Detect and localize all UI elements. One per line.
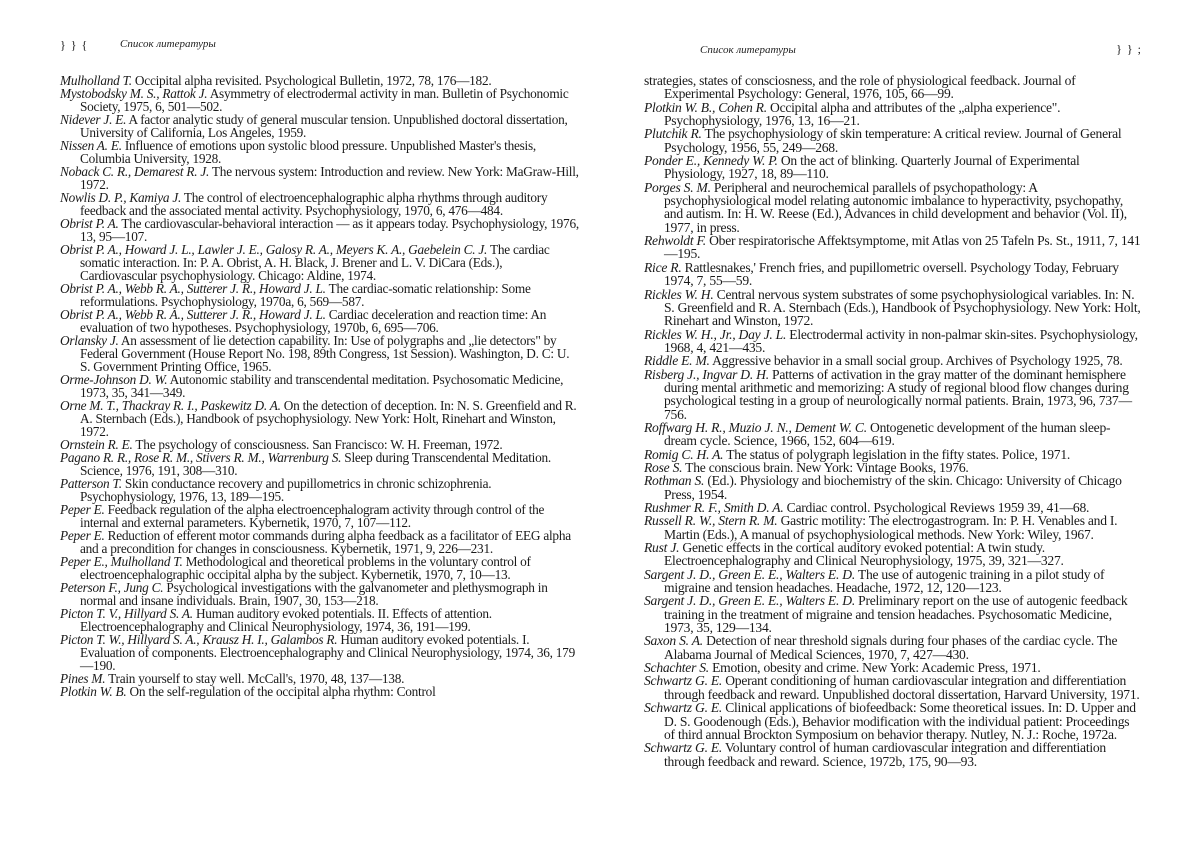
reference-entry xyxy=(644,101,1142,128)
reference-authors: Orne M. T., Thackray R. I., Paskewitz D. A. xyxy=(60,398,281,413)
reference-text: Occipital alpha revisited. Psychological Bulletin, 1972, 78, 176—182. xyxy=(132,73,492,88)
reference-authors: Peper E., Mulholland T. xyxy=(60,554,183,569)
reference-entry xyxy=(60,581,582,607)
reference-text: The nervous system: Introduction and review. New York: MaGraw-Hill, 1972. xyxy=(80,164,579,192)
reference-text: Gastric motility: The electrogastrogram. In: P. H. Venables and I. Martin (Eds.), A manual of psychophysiological methods. New York: Wiley, 1967. xyxy=(664,513,1117,541)
book-spread xyxy=(0,0,1200,849)
reference-authors: Risberg J., Ingvar D. H. xyxy=(644,367,769,382)
reference-entry xyxy=(644,514,1142,541)
reference-entry xyxy=(644,288,1142,328)
reference-entry xyxy=(60,282,582,308)
reference-entry xyxy=(644,421,1142,448)
reference-entry xyxy=(60,87,582,113)
reference-text: Feedback regulation of the alpha electroencephalogram activity through control of the internal and external parameters. Kybernetik, 1970, 7, 107—112. xyxy=(80,502,544,530)
reference-text: The use of autogenic training in a pilot study of migraine and tension headaches. Headache, 1972, 12, 120—123. xyxy=(664,567,1104,595)
reference-entry xyxy=(60,555,582,581)
right-reference-list xyxy=(644,74,1142,768)
reference-text: The control of electroencephalographic alpha rhythms through auditory feedback and the associated mental activity. Psychophysiology, 1970, 6, 476—484. xyxy=(80,190,547,218)
reference-entry xyxy=(60,373,582,399)
reference-entry xyxy=(60,334,582,373)
reference-entry xyxy=(644,501,1142,514)
reference-authors: Peper E. xyxy=(60,528,105,543)
reference-entry xyxy=(644,181,1142,234)
reference-text: Influence of emotions upon systolic blood pressure. Unpublished Master's thesis, Columbia University, 1928. xyxy=(80,138,536,166)
reference-text: An assessment of lie detection capability. In: Use of polygraphs and „lie detectors" by Federal Government (House Report No. 198, 89th Congress, 1st Session). Washington, D. C: U. S. Government Printing Office, 1965. xyxy=(80,333,569,374)
reference-authors: Roffwarg H. R., Muzio J. N., Dement W. C. xyxy=(644,420,867,435)
reference-authors: Peterson F., Jung C. xyxy=(60,580,163,595)
reference-authors: Sargent J. D., Green E. E., Walters E. D. xyxy=(644,593,855,608)
reference-text: The cardiovascular-behavioral interaction — as it appears today. Psychophysiology, 1976, 13, 95—107. xyxy=(80,216,579,244)
reference-entry xyxy=(644,461,1142,474)
reference-authors: Schwartz G. E. xyxy=(644,740,722,755)
reference-authors: Romig C. H. A. xyxy=(644,447,723,462)
reference-entry xyxy=(644,74,1142,101)
reference-entry xyxy=(60,477,582,503)
reference-authors: Patterson T. xyxy=(60,476,122,491)
reference-entry xyxy=(60,451,582,477)
reference-text: Ober respiratorische Affektsymptome, mit Atlas von 25 Tafeln Ps. St., 1911, 7, 141—195. xyxy=(664,233,1140,261)
reference-authors: Rickles W. H. xyxy=(644,287,713,302)
reference-text: Genetic effects in the cortical auditory evoked potential: A twin study. Electroencephalography and Clinical Neurophysiology, 1975, 39, 321—327. xyxy=(664,540,1064,568)
reference-entry xyxy=(644,354,1142,367)
reference-authors: Rushmer R. F., Smith D. A. xyxy=(644,500,784,515)
right-page-number: } } ; xyxy=(1116,42,1142,57)
reference-authors: Picton T. V., Hillyard S. A. xyxy=(60,606,193,621)
reference-entry xyxy=(644,328,1142,355)
reference-text: Reduction of efferent motor commands during alpha feedback as a facilitator of EEG alpha and a precondition for changes in consciousness. Kybernetik, 1971, 9, 226—231. xyxy=(80,528,571,556)
reference-entry xyxy=(60,633,582,672)
reference-text: Train yourself to stay well. McCall's, 1970, 48, 137—138. xyxy=(105,671,404,686)
reference-text: Central nervous system substrates of some psychophysiological variables. In: N. S. Greenfield and R. A. Sternbach (Eds.), Handbook of Psychophysiology. New York: Holt, Rinehart and Winston, 1972. xyxy=(664,287,1141,329)
reference-entry xyxy=(60,113,582,139)
reference-text: Rattlesnakes,' French fries, and pupillometric oversell. Psychology Today, February 1974, 7, 55—59. xyxy=(664,260,1119,288)
reference-text: Preliminary report on the use of autogenic feedback training in the treatment of migraine and tension headaches. Psychosomatic Medicine, 1973, 35, 129—134. xyxy=(664,593,1127,635)
reference-text: Human auditory evoked potentials. II. Effects of attention. Electroencephalography and Clinical Neurophysiology, 1974, 36, 191—199. xyxy=(80,606,492,634)
reference-authors: Schwartz G. E. xyxy=(644,700,722,715)
reference-entry xyxy=(644,568,1142,595)
left-running-header xyxy=(60,38,582,74)
right-running-head-title: Список литературы xyxy=(700,44,796,56)
reference-authors: Porges S. M. xyxy=(644,180,711,195)
reference-authors: Obrist P. A., Webb R. A., Sutterer J. R., Howard J. L. xyxy=(60,281,326,296)
reference-text: Autonomic stability and transcendental meditation. Psychosomatic Medicine, 1973, 35, 341—349. xyxy=(80,372,563,400)
reference-entry xyxy=(60,685,582,698)
reference-authors: Pagano R. R., Rose R. M., Stivers R. M., Warrenburg S. xyxy=(60,450,341,465)
reference-text: On the act of blinking. Quarterly Journal of Experimental Physiology, 1927, 18, 89—110. xyxy=(664,153,1080,181)
reference-entry xyxy=(644,634,1142,661)
reference-text: Human auditory evoked potentials. I. Evaluation of components. Electroencephalography and Clinical Neurophysiology, 1974, 36, 179—190. xyxy=(80,632,575,673)
reference-text: A factor analytic study of general muscular tension. Unpublished doctoral dissertation, University of California, Los Angeles, 1959. xyxy=(80,112,568,140)
reference-authors: Saxon S. A. xyxy=(644,633,703,648)
reference-text: Operant conditioning of human cardiovascular integration and differentiation through feedback and reward. Unpublished doctoral dissertation, Harvard University, 1971. xyxy=(664,673,1140,701)
left-reference-list xyxy=(60,74,582,698)
reference-text: Asymmetry of electrodermal activity in man. Bulletin of Psychonomic Society, 1975, 6, 501—502. xyxy=(80,86,569,114)
left-page xyxy=(0,0,600,849)
reference-authors: Rothman S. xyxy=(644,473,704,488)
reference-text: (Ed.). Physiology and biochemistry of the skin. Chicago: University of Chicago Press, 1954. xyxy=(664,473,1122,501)
reference-text: Aggressive behavior in a small social group. Archives of Psychology 1925, 78. xyxy=(710,353,1123,368)
reference-text: Cardiac control. Psychological Reviews 1959 39, 41—68. xyxy=(784,500,1090,515)
reference-authors: Plotkin W. B. xyxy=(60,684,126,699)
reference-authors: Ornstein R. E. xyxy=(60,437,133,452)
reference-text: On the self-regulation of the occipital alpha rhythm: Control xyxy=(126,684,435,699)
reference-text: Peripheral and neurochemical parallels of psychopathology: A psychophysiological model relating autonomic imbalance to hyperactivity, psychopathy, and autism. In: H. W. Reese (Ed.), Advances in child development and behavior (Vol. II), 1977, in press. xyxy=(664,180,1127,235)
reference-entry xyxy=(644,674,1142,701)
reference-authors: Noback C. R., Demarest R. J. xyxy=(60,164,209,179)
reference-authors: Orlansky J. xyxy=(60,333,119,348)
reference-authors: Nissen A. E. xyxy=(60,138,122,153)
reference-text: Cardiac deceleration and reaction time: An evaluation of two hypotheses. Psychophysiology, 1970b, 6, 695—706. xyxy=(80,307,546,335)
reference-text: Clinical applications of biofeedback: Some theoretical issues. In: D. Upper and D. S. Goodenough (Eds.), Behavior modification with the individual patient: Proceedings of third annual Brockton Symposium on behavior therapy. Nutley, N. J.: Roche, 1972a. xyxy=(664,700,1136,742)
reference-authors: Peper E. xyxy=(60,502,105,517)
reference-text: The status of polygraph legislation in the fifty states. Police, 1971. xyxy=(723,447,1070,462)
reference-authors: Picton T. W., Hillyard S. A., Krausz H. I., Galambos R. xyxy=(60,632,337,647)
reference-entry xyxy=(644,661,1142,674)
reference-entry xyxy=(644,474,1142,501)
reference-text: On the detection of deception. In: N. S. Greenfield and R. A. Sternbach (Eds.), Handbook of psychophysiology. New York: Holt, Rinehart and Winston, 1972. xyxy=(80,398,576,439)
reference-entry xyxy=(60,529,582,555)
reference-text: Sleep during Transcendental Meditation. Science, 1976, 191, 308—310. xyxy=(80,450,551,478)
reference-authors: Riddle E. M. xyxy=(644,353,710,368)
reference-authors: Russell R. W., Stern R. M. xyxy=(644,513,777,528)
reference-entry xyxy=(644,594,1142,634)
reference-text: Patterns of activation in the gray matter of the dominant hemisphere during mental arithmetic and memorizing: A study of regional blood flow changes during psychological testing in a group of neurologically normal patients. Brain, 1973, 96, 737—756. xyxy=(664,367,1132,422)
reference-text: Ontogenetic development of the human sleep-dream cycle. Science, 1966, 152, 604—619. xyxy=(664,420,1110,448)
reference-authors: Orme-Johnson D. W. xyxy=(60,372,167,387)
reference-authors: Rehwoldt F. xyxy=(644,233,706,248)
reference-entry xyxy=(644,541,1142,568)
reference-authors: Nowlis D. P., Kamiya J. xyxy=(60,190,181,205)
reference-text: Electrodermal activity in non-palmar skin-sites. Psychophysiology, 1968, 4, 421—435. xyxy=(664,327,1138,355)
reference-authors: Schwartz G. E. xyxy=(644,673,722,688)
reference-entry xyxy=(60,243,582,282)
reference-entry xyxy=(644,127,1142,154)
reference-text: Emotion, obesity and crime. New York: Academic Press, 1971. xyxy=(709,660,1041,675)
reference-authors: Rose S. xyxy=(644,460,682,475)
reference-authors: Mystobodsky M. S., Rattok J. xyxy=(60,86,207,101)
reference-text: Psychological investigations with the galvanometer and plethysmograph in normal and insane individuals. Brain, 1907, 30, 153—218. xyxy=(80,580,548,608)
reference-authors: Obrist P. A., Webb R. A., Sutterer J. R., Howard J. L. xyxy=(60,307,326,322)
reference-text: Detection of near threshold signals during four phases of the cardiac cycle. The Alabama Journal of Medical Sciences, 1970, 7, 427—430. xyxy=(664,633,1117,661)
reference-entry xyxy=(644,261,1142,288)
reference-text: The conscious brain. New York: Vintage Books, 1976. xyxy=(682,460,968,475)
reference-entry xyxy=(644,448,1142,461)
reference-entry xyxy=(644,701,1142,741)
reference-authors: Obrist P. A. xyxy=(60,216,119,231)
reference-authors: Nidever J. E. xyxy=(60,112,126,127)
reference-authors: Mulholland T. xyxy=(60,73,132,88)
reference-text: Methodological and theoretical problems in the voluntary control of electroencephalographic occipital alpha by the subject. Kybernetik, 1970, 7, 10—13. xyxy=(80,554,531,582)
left-running-head-title: Список литературы xyxy=(120,38,216,50)
reference-text: The cardiac-somatic relationship: Some reformulations. Psychophysiology, 1970a, 6, 569—587. xyxy=(80,281,531,309)
reference-text: Skin conductance recovery and pupillometrics in chronic schizophrenia. Psychophysiology, 1976, 13, 189—195. xyxy=(80,476,491,504)
reference-entry xyxy=(60,308,582,334)
reference-entry xyxy=(644,741,1142,768)
reference-text: The cardiac somatic interaction. In: P. A. Obrist, A. H. Black, J. Brener and L. V. DiCara (Eds.), Cardiovascular psychophysiology. Chicago: Aldine, 1974. xyxy=(80,242,550,283)
reference-entry xyxy=(60,399,582,438)
reference-text: Occipital alpha and attributes of the „alpha experience". Psychophysiology, 1976, 13, 16—21. xyxy=(664,100,1060,128)
reference-text: Voluntary control of human cardiovascular integration and differentiation through feedback and reward. Science, 1972b, 175, 90—93. xyxy=(664,740,1106,768)
reference-authors: Schachter S. xyxy=(644,660,709,675)
reference-entry xyxy=(60,191,582,217)
reference-entry xyxy=(644,368,1142,421)
reference-authors: Rickles W. H., Jr., Day J. L. xyxy=(644,327,786,342)
reference-entry xyxy=(644,154,1142,181)
reference-entry xyxy=(60,607,582,633)
reference-entry xyxy=(60,139,582,165)
reference-authors: Sargent J. D., Green E. E., Walters E. D. xyxy=(644,567,855,582)
reference-authors: Plutchik R. xyxy=(644,126,702,141)
reference-authors: Pines M. xyxy=(60,671,105,686)
reference-text: The psychophysiology of skin temperature: A critical review. Journal of General Psychology, 1956, 55, 249—268. xyxy=(664,126,1121,154)
reference-authors: Rust J. xyxy=(644,540,679,555)
left-page-number: } } { xyxy=(60,38,88,53)
reference-text: The psychology of consciousness. San Francisco: W. H. Freeman, 1972. xyxy=(133,437,503,452)
right-running-header xyxy=(644,38,1142,74)
reference-authors: Ponder E., Kennedy W. P. xyxy=(644,153,778,168)
reference-authors: Obrist P. A., Howard J. L., Lawler J. E., Galosy R. A., Meyers K. A., Gaebelein C. J. xyxy=(60,242,487,257)
reference-authors: Rice R. xyxy=(644,260,682,275)
reference-entry xyxy=(60,165,582,191)
reference-entry xyxy=(60,503,582,529)
reference-entry xyxy=(60,217,582,243)
reference-authors: Plotkin W. B., Cohen R. xyxy=(644,100,767,115)
right-page xyxy=(600,0,1200,849)
reference-text: strategies, states of consciosness, and the role of physiological feedback. Journal of Experimental Psychology: General, 1976, 105, 66—99. xyxy=(644,73,1076,101)
reference-entry xyxy=(644,234,1142,261)
